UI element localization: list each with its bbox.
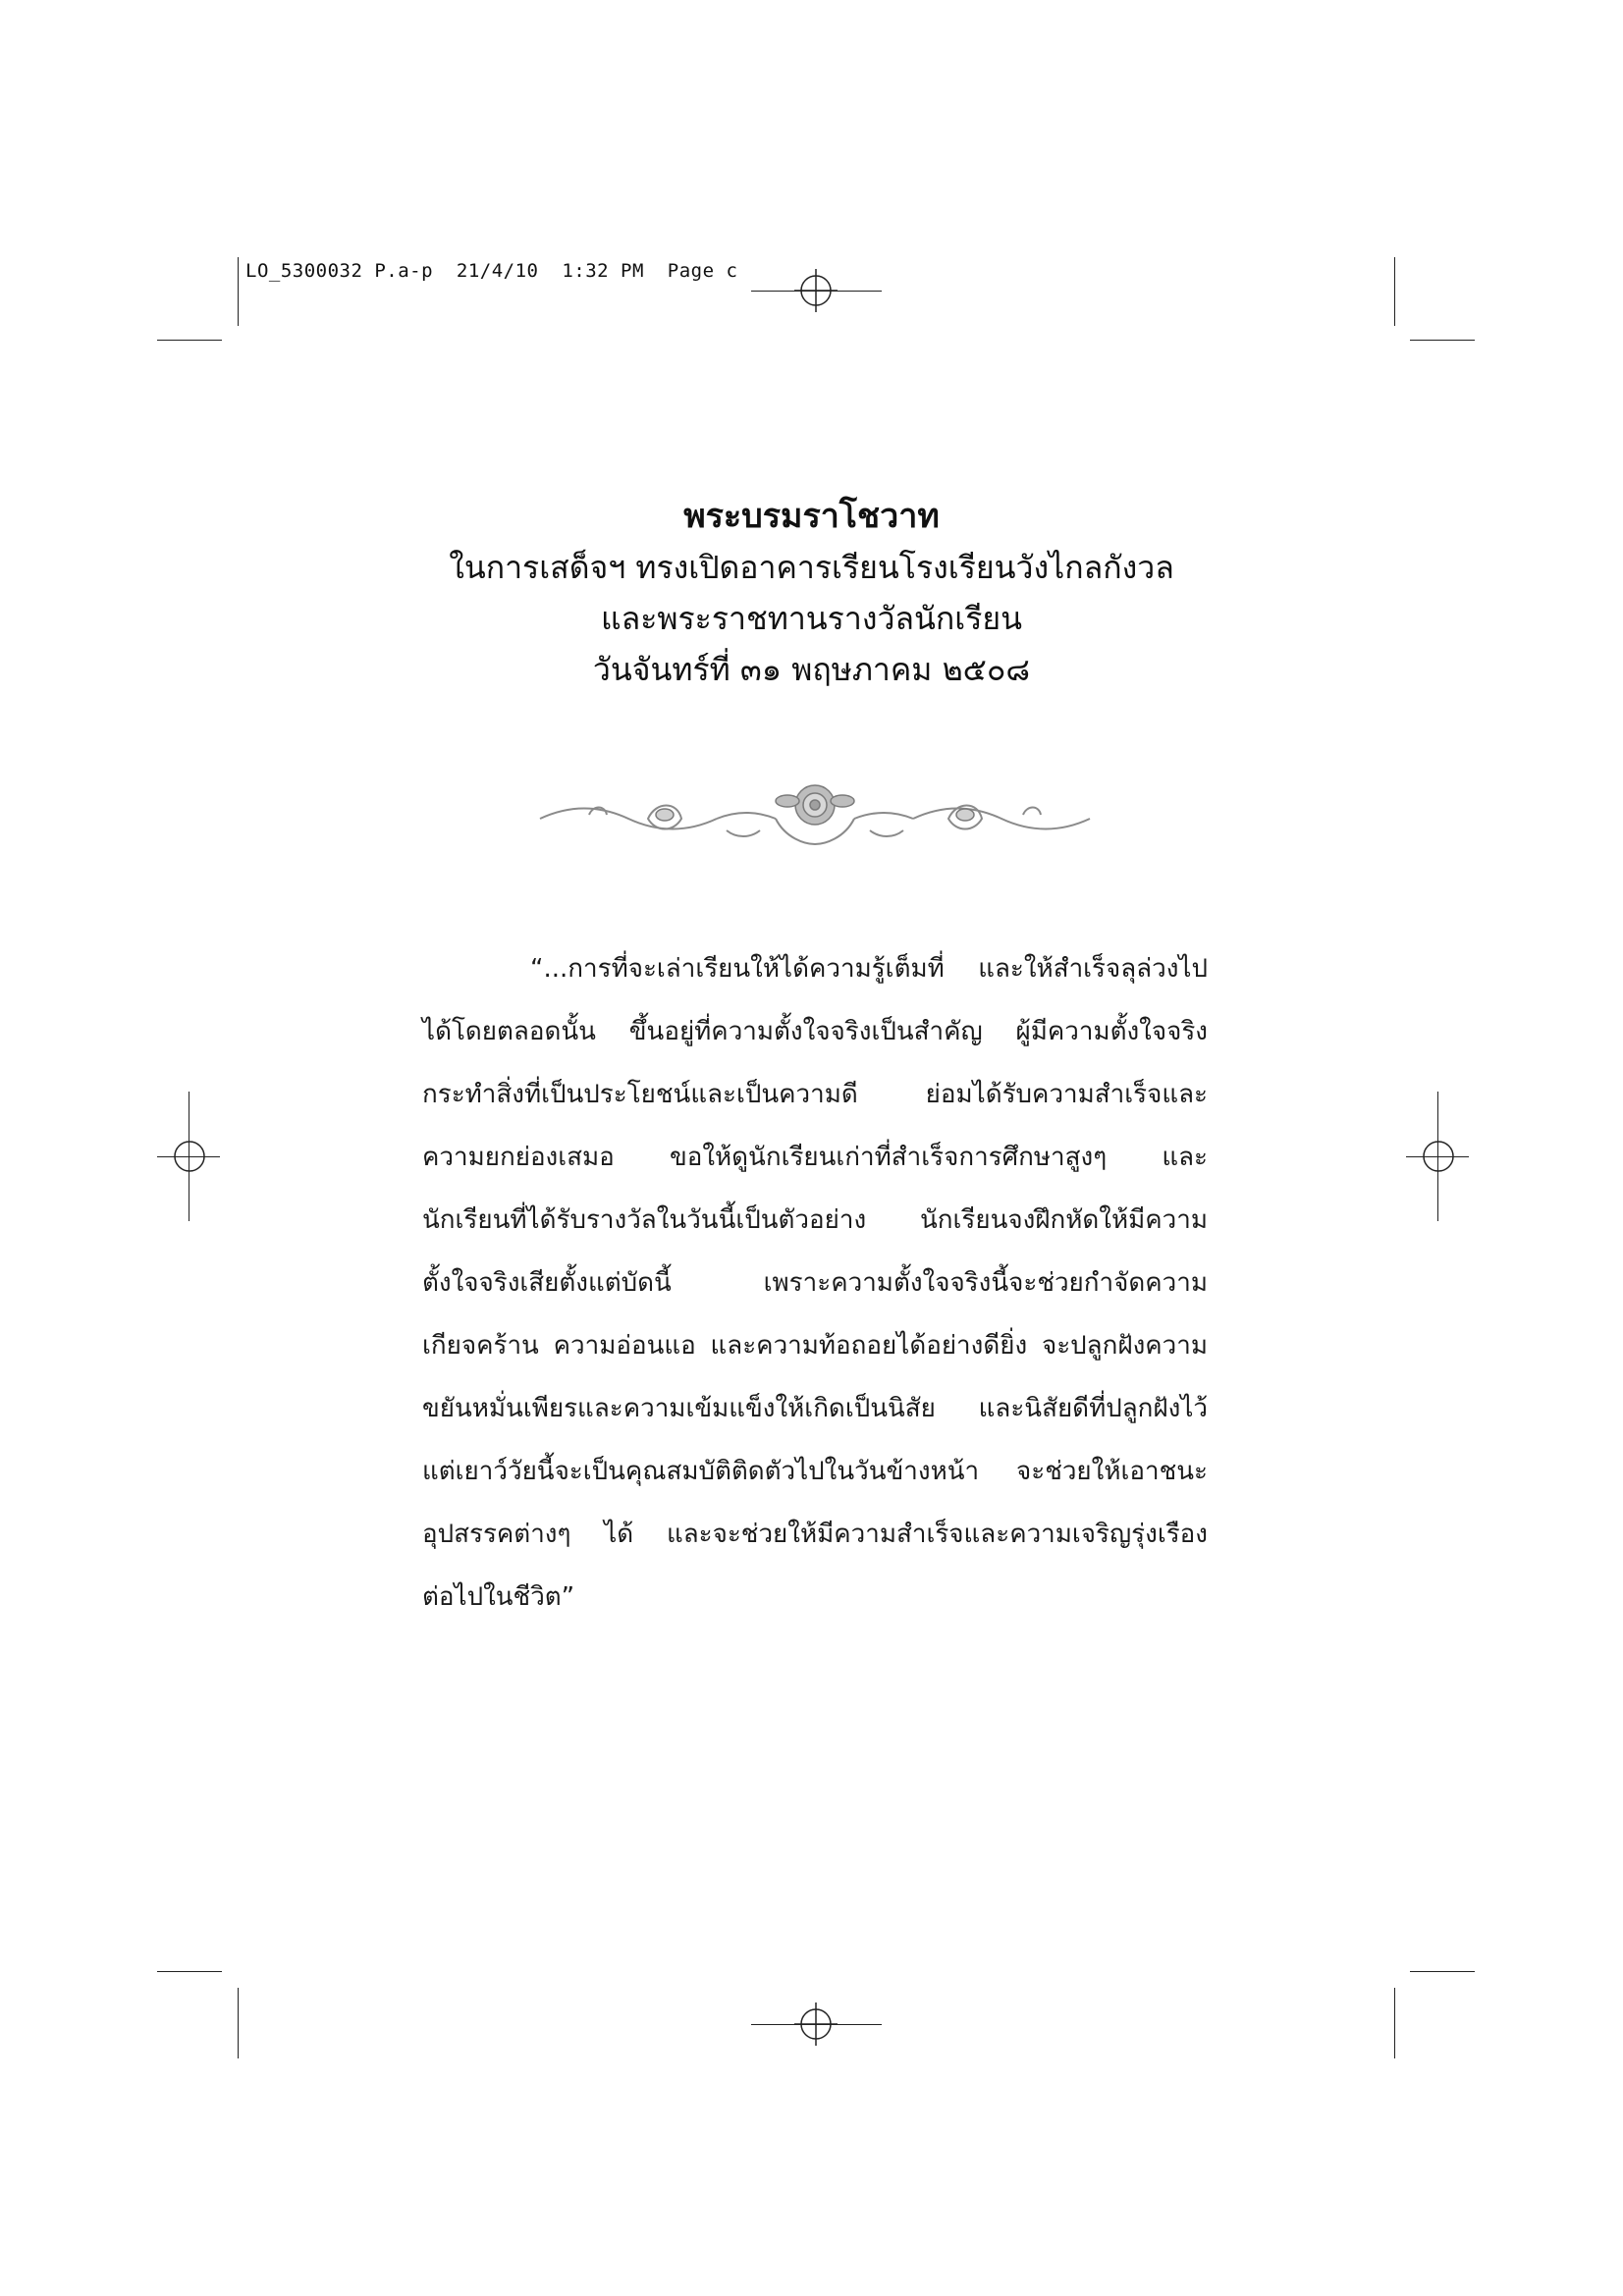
crop-mark-top-left-horizontal bbox=[157, 340, 222, 341]
crop-mark-top-right-horizontal bbox=[1410, 340, 1475, 341]
subtitle-award: และพระราชทานรางวัลนักเรียน bbox=[600, 600, 1023, 637]
quote-line: ต่อไปในชีวิต” bbox=[422, 1582, 575, 1612]
registration-target-icon bbox=[794, 269, 838, 312]
page-title: พระบรมราโชวาท bbox=[683, 497, 940, 536]
crop-mark-top-left-vertical bbox=[238, 257, 239, 326]
crop-mark-bottom-left-vertical bbox=[238, 1988, 239, 2058]
quote-body bbox=[422, 937, 1208, 1629]
quote-line: ความยกย่องเสมอ ขอให้ดูนักเรียนเก่าที่สำเร็จการศึกษาสูงๆ และ bbox=[422, 1143, 1208, 1172]
quote-line: นักเรียนที่ได้รับรางวัลในวันนี้เป็นตัวอย่าง นักเรียนจงฝึกหัดให้มีความ bbox=[422, 1205, 1208, 1235]
quote-line: ตั้งใจจริงเสียตั้งแต่บัดนี้ เพราะความตั้งใจจริงนี้จะช่วยกำจัดความ bbox=[422, 1268, 1208, 1298]
heading-block bbox=[0, 491, 1623, 695]
quote-line: แต่เยาว์วัยนี้จะเป็นคุณสมบัติติดตัวไปในวันข้างหน้า จะช่วยให้เอาชนะ bbox=[422, 1457, 1208, 1486]
registration-target-icon bbox=[794, 2002, 838, 2046]
registration-target-icon bbox=[1417, 1135, 1460, 1178]
crop-mark-bottom-right-vertical bbox=[1394, 1988, 1395, 2058]
crop-mark-top-right-vertical bbox=[1394, 257, 1395, 326]
printer-slug: LO_5300032 P.a-p 21/4/10 1:32 PM Page c bbox=[245, 260, 738, 282]
quote-line: อุปสรรคต่างๆ ได้ และจะช่วยให้มีความสำเร็จและความเจริญรุ่งเรือง bbox=[422, 1520, 1208, 1549]
quote-line: ขยันหมั่นเพียรและความเข้มแข็งให้เกิดเป็นนิสัย และนิสัยดีที่ปลูกฝังไว้ bbox=[422, 1394, 1208, 1423]
quote-line: “...การที่จะเล่าเรียนให้ได้ความรู้เต็มที่ และให้สำเร็จลุล่วงไป bbox=[530, 954, 1208, 984]
quote-line: กระทำสิ่งที่เป็นประโยชน์และเป็นความดี ย่อมได้รับความสำเร็จและ bbox=[422, 1080, 1208, 1109]
crop-mark-bottom-left-horizontal bbox=[157, 1971, 222, 1972]
crop-mark-bottom-right-horizontal bbox=[1410, 1971, 1475, 1972]
quote-line: ได้โดยตลอดนั้น ขึ้นอยู่ที่ความตั้งใจจริงเป็นสำคัญ ผู้มีความตั้งใจจริง bbox=[422, 1017, 1208, 1046]
floral-divider-icon bbox=[530, 775, 1100, 854]
quote-line: เกียจคร้าน ความอ่อนแอ และความท้อถอยได้อย่างดียิ่ง จะปลูกฝังความ bbox=[422, 1331, 1208, 1361]
subtitle-date: วันจันทร์ที่ ๓๑ พฤษภาคม ๒๕๐๘ bbox=[592, 651, 1031, 688]
subtitle-occasion: ในการเสด็จฯ ทรงเปิดอาคารเรียนโรงเรียนวังไกลกังวล bbox=[449, 549, 1174, 586]
registration-target-icon bbox=[168, 1135, 211, 1178]
